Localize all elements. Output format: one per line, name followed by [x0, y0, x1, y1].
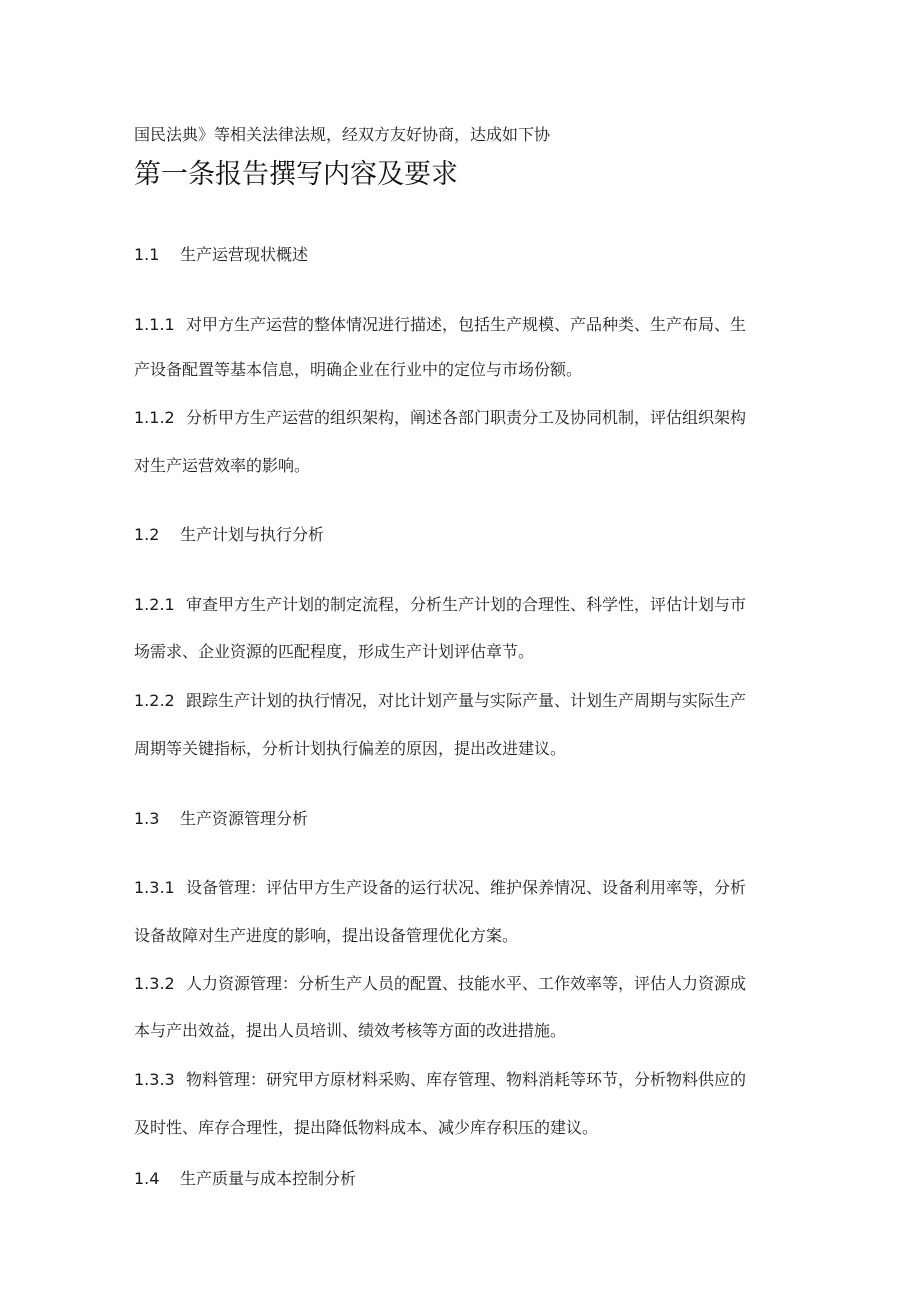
clause-line — [134, 878, 746, 898]
clause-text: 人力资源管理：分析生产人员的配置、技能水平、工作效率等，评估人力资源成 — [186, 974, 747, 993]
section-number: 1.2 — [134, 525, 160, 544]
clause-text: 物料管理：研究甲方原材料采购、库存管理、物料消耗等环节，分析物料供应的 — [186, 1070, 747, 1089]
section-number: 1.1 — [134, 245, 160, 264]
article-title: 第一条报告撰写内容及要求 — [134, 159, 458, 190]
clause-continuation: 设备故障对生产进度的影响，提出设备管理优化方案。 — [134, 926, 519, 945]
clause-continuation: 场需求、企业资源的匹配程度，形成生产计划评估章节。 — [134, 642, 535, 661]
clause-line — [134, 1070, 746, 1090]
clause-number: 1.3.1 — [134, 878, 175, 897]
clause-text: 跟踪生产计划的执行情况，对比计划产量与实际产量、计划生产周期与实际生产 — [186, 691, 747, 710]
clause-number: 1.3.3 — [134, 1070, 175, 1089]
section-heading — [134, 525, 324, 545]
clause-number: 1.1.2 — [134, 408, 175, 427]
clause-line — [134, 595, 746, 615]
clause-number: 1.1.1 — [134, 315, 175, 334]
clause-line — [134, 315, 746, 335]
clause-continuation: 产设备配置等基本信息，明确企业在行业中的定位与市场份额。 — [134, 360, 583, 379]
intro-text: 国民法典》等相关法律法规，经双方友好协商，达成如下协 — [134, 125, 551, 144]
clause-text: 分析甲方生产运营的组织架构，阐述各部门职责分工及协同机制，评估组织架构 — [186, 408, 747, 427]
section-title: 生产计划与执行分析 — [180, 525, 325, 544]
clause-continuation: 及时性、库存合理性，提出降低物料成本、减少库存积压的建议。 — [134, 1118, 599, 1137]
section-title: 生产运营现状概述 — [180, 245, 309, 264]
section-heading — [134, 245, 308, 265]
clause-continuation: 对生产运营效率的影响。 — [134, 456, 311, 475]
section-heading — [134, 809, 308, 829]
clause-line — [134, 974, 746, 994]
section-number: 1.4 — [134, 1169, 160, 1188]
clause-number: 1.2.1 — [134, 595, 175, 614]
clause-number: 1.2.2 — [134, 691, 175, 710]
section-heading — [134, 1169, 356, 1189]
clause-number: 1.3.2 — [134, 974, 175, 993]
section-title: 生产资源管理分析 — [180, 809, 309, 828]
clause-continuation: 本与产出效益，提出人员培训、绩效考核等方面的改进措施。 — [134, 1021, 567, 1040]
clause-line — [134, 691, 746, 711]
section-number: 1.3 — [134, 809, 160, 828]
clause-line — [134, 408, 746, 428]
clause-text: 对甲方生产运营的整体情况进行描述，包括生产规模、产品种类、生产布局、生 — [186, 315, 747, 334]
clause-text: 审查甲方生产计划的制定流程，分析生产计划的合理性、科学性，评估计划与市 — [186, 595, 747, 614]
clause-continuation: 周期等关键指标，分析计划执行偏差的原因，提出改进建议。 — [134, 739, 567, 758]
section-title: 生产质量与成本控制分析 — [180, 1169, 357, 1188]
clause-text: 设备管理：评估甲方生产设备的运行状况、维护保养情况、设备利用率等，分析 — [186, 878, 747, 897]
